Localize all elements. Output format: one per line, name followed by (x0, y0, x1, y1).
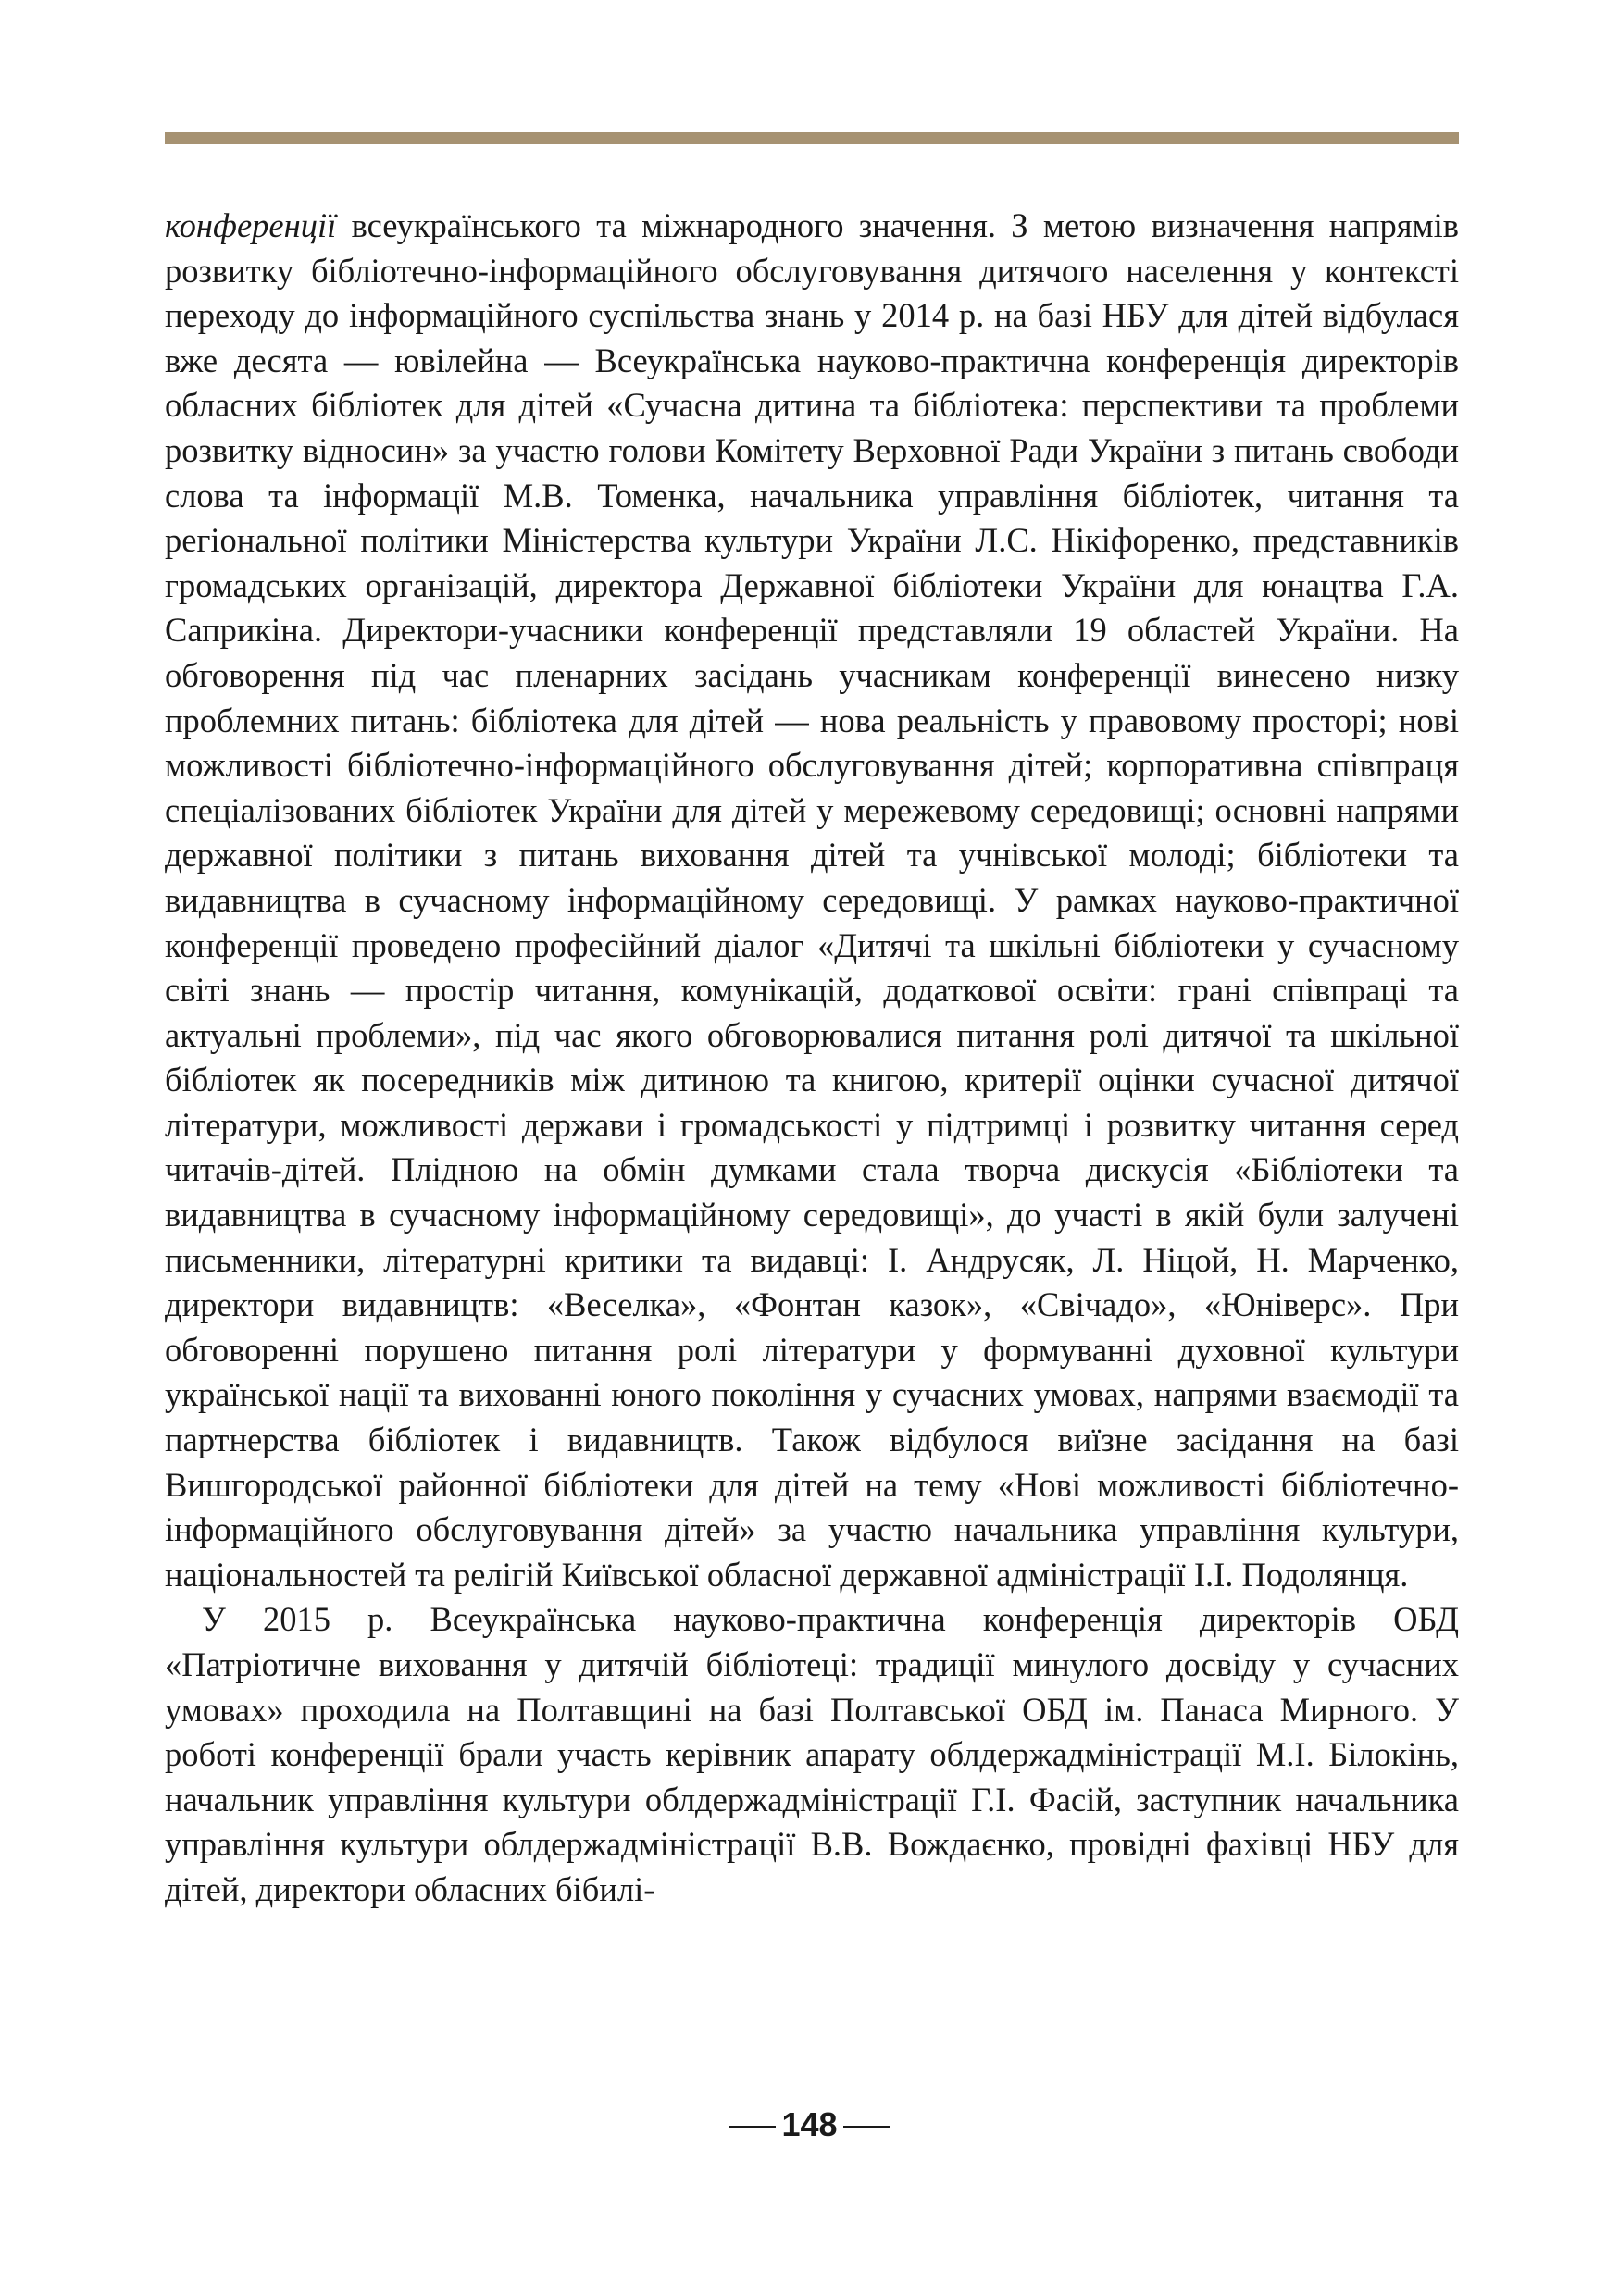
italic-lead-word: конференції (165, 206, 337, 244)
right-dash (843, 2126, 890, 2128)
page-number-footer (0, 2104, 1619, 2145)
header-rule (165, 132, 1459, 144)
left-dash (729, 2126, 776, 2128)
paragraph-1 (165, 204, 1459, 1597)
body-text (165, 204, 1459, 1913)
page-number: 148 (781, 2105, 838, 2143)
paragraph-2: У 2015 р. Всеукраїнська науково-практична конференція директорів ОБД «Патріотичне виховання у дитячій бібліотеці: традиції минулого досвіду у сучасних умовах» проходила на Полтавщині на базі Полтавської ОБД ім. Панаса Мирного. У роботі конференції брали участь керівник апарату облдержадміністрації М.І. Білокінь, начальник управління культури облдержадміністрації Г.І. Фасій, заступник начальника управління культури облдержадміністрації В.В. Вождаєнко, провідні фахівці НБУ для дітей, директори обласних бібилі- (165, 1600, 1459, 1908)
paragraph-1-text: всеукраїнського та міжнародного значення. З метою визначення напрямів розвитку бібліотечно-інформаційного обслуговування дитячого населення у контексті переходу до інформаційного суспільства знань у 2014 р. на базі НБУ для дітей відбулася вже десята — ювілейна — Всеукраїнська науково-практична конференція директорів обласних бібліотек для дітей «Сучасна дитина та бібліотека: перспективи та проблеми розвитку відносин» за участю голови Комітету Верховної Ради України з питань свободи слова та інформації М.В. Томенка, начальника управління бібліотек, читання та регіональної політики Міністерства культури України Л.С. Нікіфоренко, представників громадських організацій, директора Державної бібліотеки України для юнацтва Г.А. Саприкіна. Директори-учасники конференції представляли 19 областей України. На обговорення під час пленарних засідань учасникам конференції винесено низку проблемних питань: бібліотека для дітей — нова реальність у правовому просторі; нові можливості бібліотечно-інформаційного обслуговування дітей; корпоративна співпраця спеціалізованих бібліотек України для дітей у мережевому середовищі; основні напрями державної політики з питань виховання дітей та учнівської молоді; бібліотеки та видавництва в сучасному інформаційному середовищі. У рамках науково-практичної конференції проведено професійний діалог «Дитячі та шкільні бібліотеки у сучасному світі знань — простір читання, комунікацій, додаткової освіти: грані співпраці та актуальні проблеми», під час якого обговорювалися питання ролі дитячої та шкільної бібліотек як посередників між дитиною та книгою, критерії оцінки сучасної дитячої літератури, можливості держави і громадськості у підтримці і розвитку читання серед читачів-дітей. Плідною на обмін думками стала творча дискусія «Бібліотеки та видавництва в сучасному інформаційному середовищі», до участі в якій були залучені письменники, літературні критики та видавці: І. Андрусяк, Л. Ніцой, Н. Марченко, директори видавництв: «Веселка», «Фонтан казок», «Свічадо», «Юніверс». При обговоренні порушено питання ролі літератури у формуванні духовної культури української нації та вихованні юного покоління у сучасних умовах, напрями взаємодії та партнерства бібліотек і видавництв. Також відбулося виїзне засідання на базі Вишгородської районної бібліотеки для дітей на тему «Нові можливості бібліотечно-інформаційного обслуговування дітей» за участю начальника управління культури, національностей та релігій Київської обласної державної адміністрації І.І. Подолянця. (165, 206, 1459, 1594)
